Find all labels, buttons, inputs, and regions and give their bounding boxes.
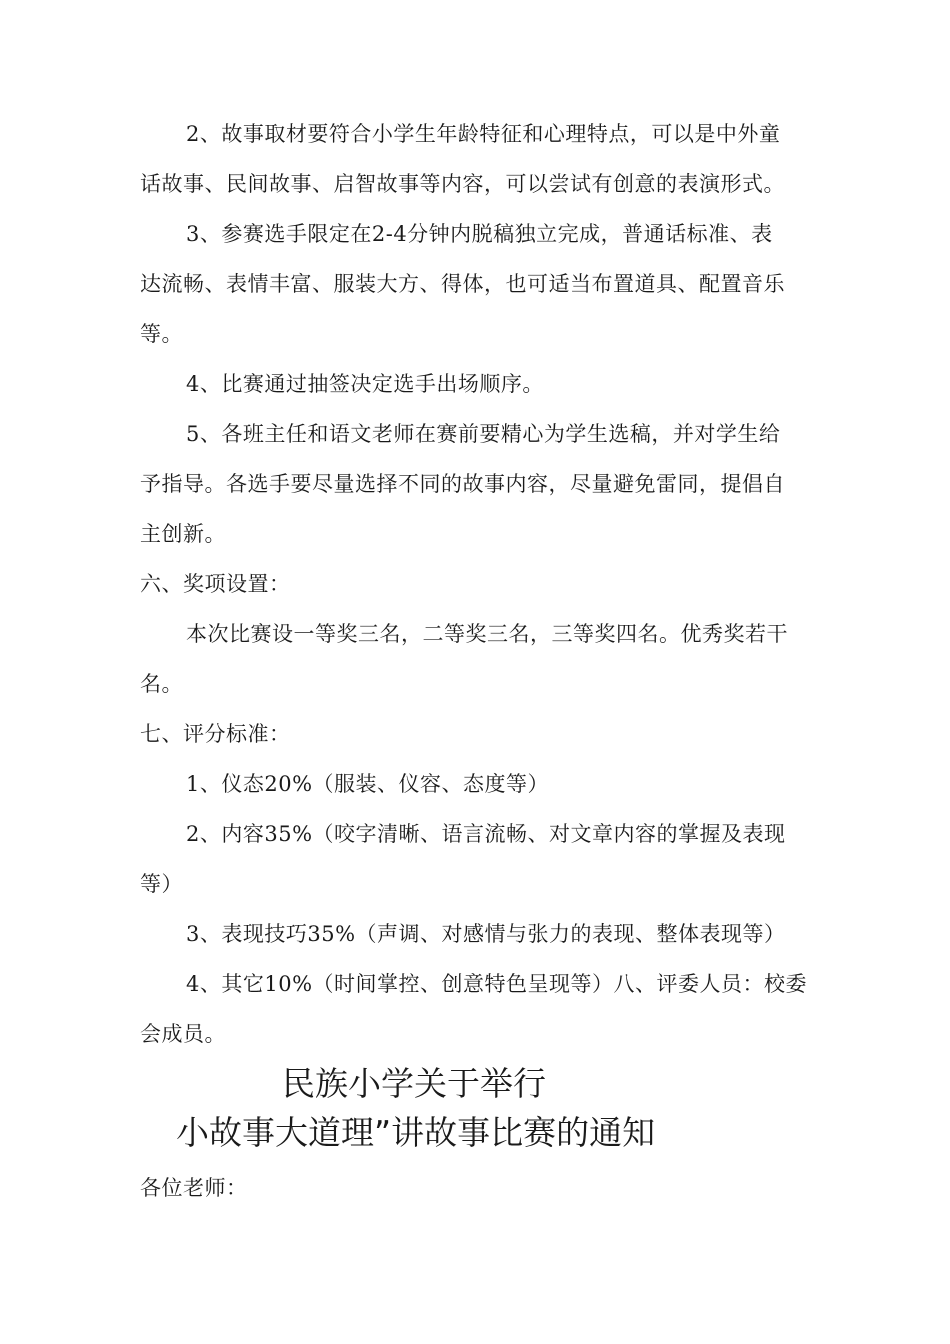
paragraph-line: 3、参赛选手限定在2-4分钟内脱稿独立完成，普通话标准、表 (186, 222, 773, 246)
notice-title-line1: 民族小学关于举行 (282, 1064, 546, 1103)
paragraph-line: 3、表现技巧35%（声调、对感情与张力的表现、整体表现等） (186, 922, 786, 946)
section-heading-awards: 六、奖项设置： (140, 572, 291, 596)
paragraph-line: 予指导。各选手要尽量选择不同的故事内容，尽量避免雷同，提倡自 (140, 472, 785, 496)
paragraph-line: 等。 (140, 322, 183, 346)
paragraph-line: 主创新。 (140, 522, 226, 546)
paragraph-line: 本次比赛设一等奖三名，二等奖三名，三等奖四名。优秀奖若干 (186, 622, 788, 646)
paragraph-line: 1、仪态20%（服装、仪容、态度等） (186, 772, 550, 796)
paragraph-line: 话故事、民间故事、启智故事等内容，可以尝试有创意的表演形式。 (140, 172, 785, 196)
paragraph-line: 4、其它10%（时间掌控、创意特色呈现等）八、评委人员：校委 (186, 972, 808, 996)
section-heading-scoring: 七、评分标准： (140, 722, 291, 746)
paragraph-line: 5、各班主任和语文老师在赛前要精心为学生选稿，并对学生给 (186, 422, 781, 446)
paragraph-line: 达流畅、表情丰富、服装大方、得体，也可适当布置道具、配置音乐 (140, 272, 785, 296)
paragraph-line: 名。 (140, 672, 183, 696)
paragraph-line: 会成员。 (140, 1022, 226, 1046)
paragraph-line: 2、故事取材要符合小学生年龄特征和心理特点，可以是中外童 (186, 122, 781, 146)
paragraph-line: 2、内容35%（咬字清晰、语言流畅、对文章内容的掌握及表现 (186, 822, 786, 846)
paragraph-line: 等） (140, 872, 183, 896)
notice-title-line2: 小故事大道理”讲故事比赛的通知 (176, 1113, 656, 1152)
salutation: 各位老师： (140, 1176, 248, 1200)
paragraph-line: 4、比赛通过抽签决定选手出场顺序。 (186, 372, 544, 396)
